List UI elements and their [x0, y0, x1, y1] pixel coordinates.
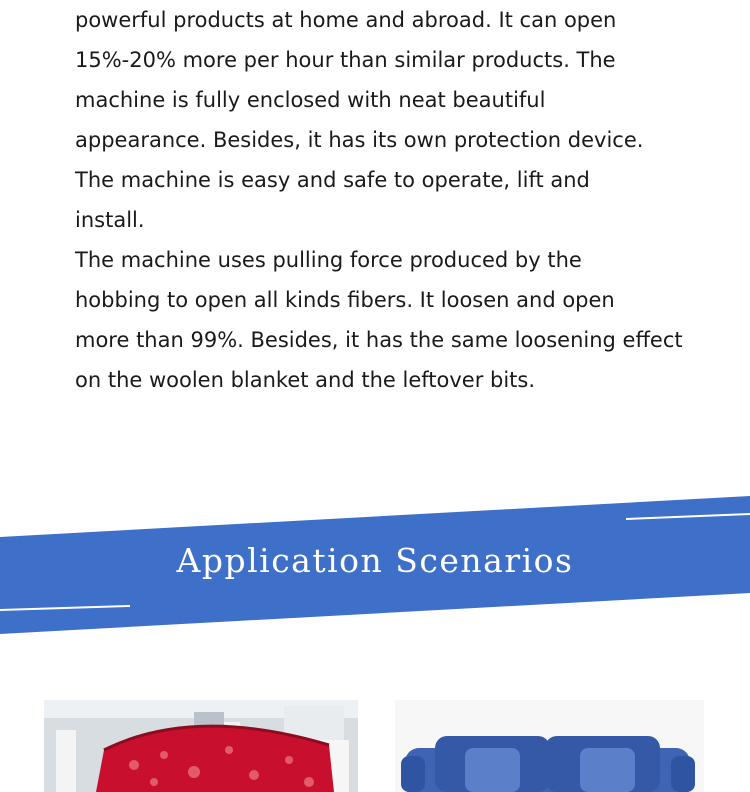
- description-line: The machine uses pulling force produced by the: [75, 248, 582, 272]
- description-line: powerful products at home and abroad. It can open: [75, 8, 617, 32]
- description-line: 15%-20% more per hour than similar products. The: [75, 48, 616, 72]
- description-line: appearance. Besides, it has its own protection device.: [75, 128, 644, 152]
- sofa-photo: [395, 700, 704, 792]
- description-line: machine is fully enclosed with neat beautiful: [75, 88, 546, 112]
- description-line: more than 99%. Besides, it has the same loosening effect: [75, 328, 683, 352]
- description-line: hobbing to open all kinds fibers. It loosen and open: [75, 288, 615, 312]
- description-line: on the woolen blanket and the leftover bits.: [75, 368, 536, 392]
- section-title: Application Scenarios: [176, 541, 574, 580]
- description-line: install.: [75, 208, 145, 232]
- product-description: [75, 0, 715, 400]
- pillow-photo: [44, 700, 358, 792]
- description-line: The machine is easy and safe to operate, lift and: [75, 168, 590, 192]
